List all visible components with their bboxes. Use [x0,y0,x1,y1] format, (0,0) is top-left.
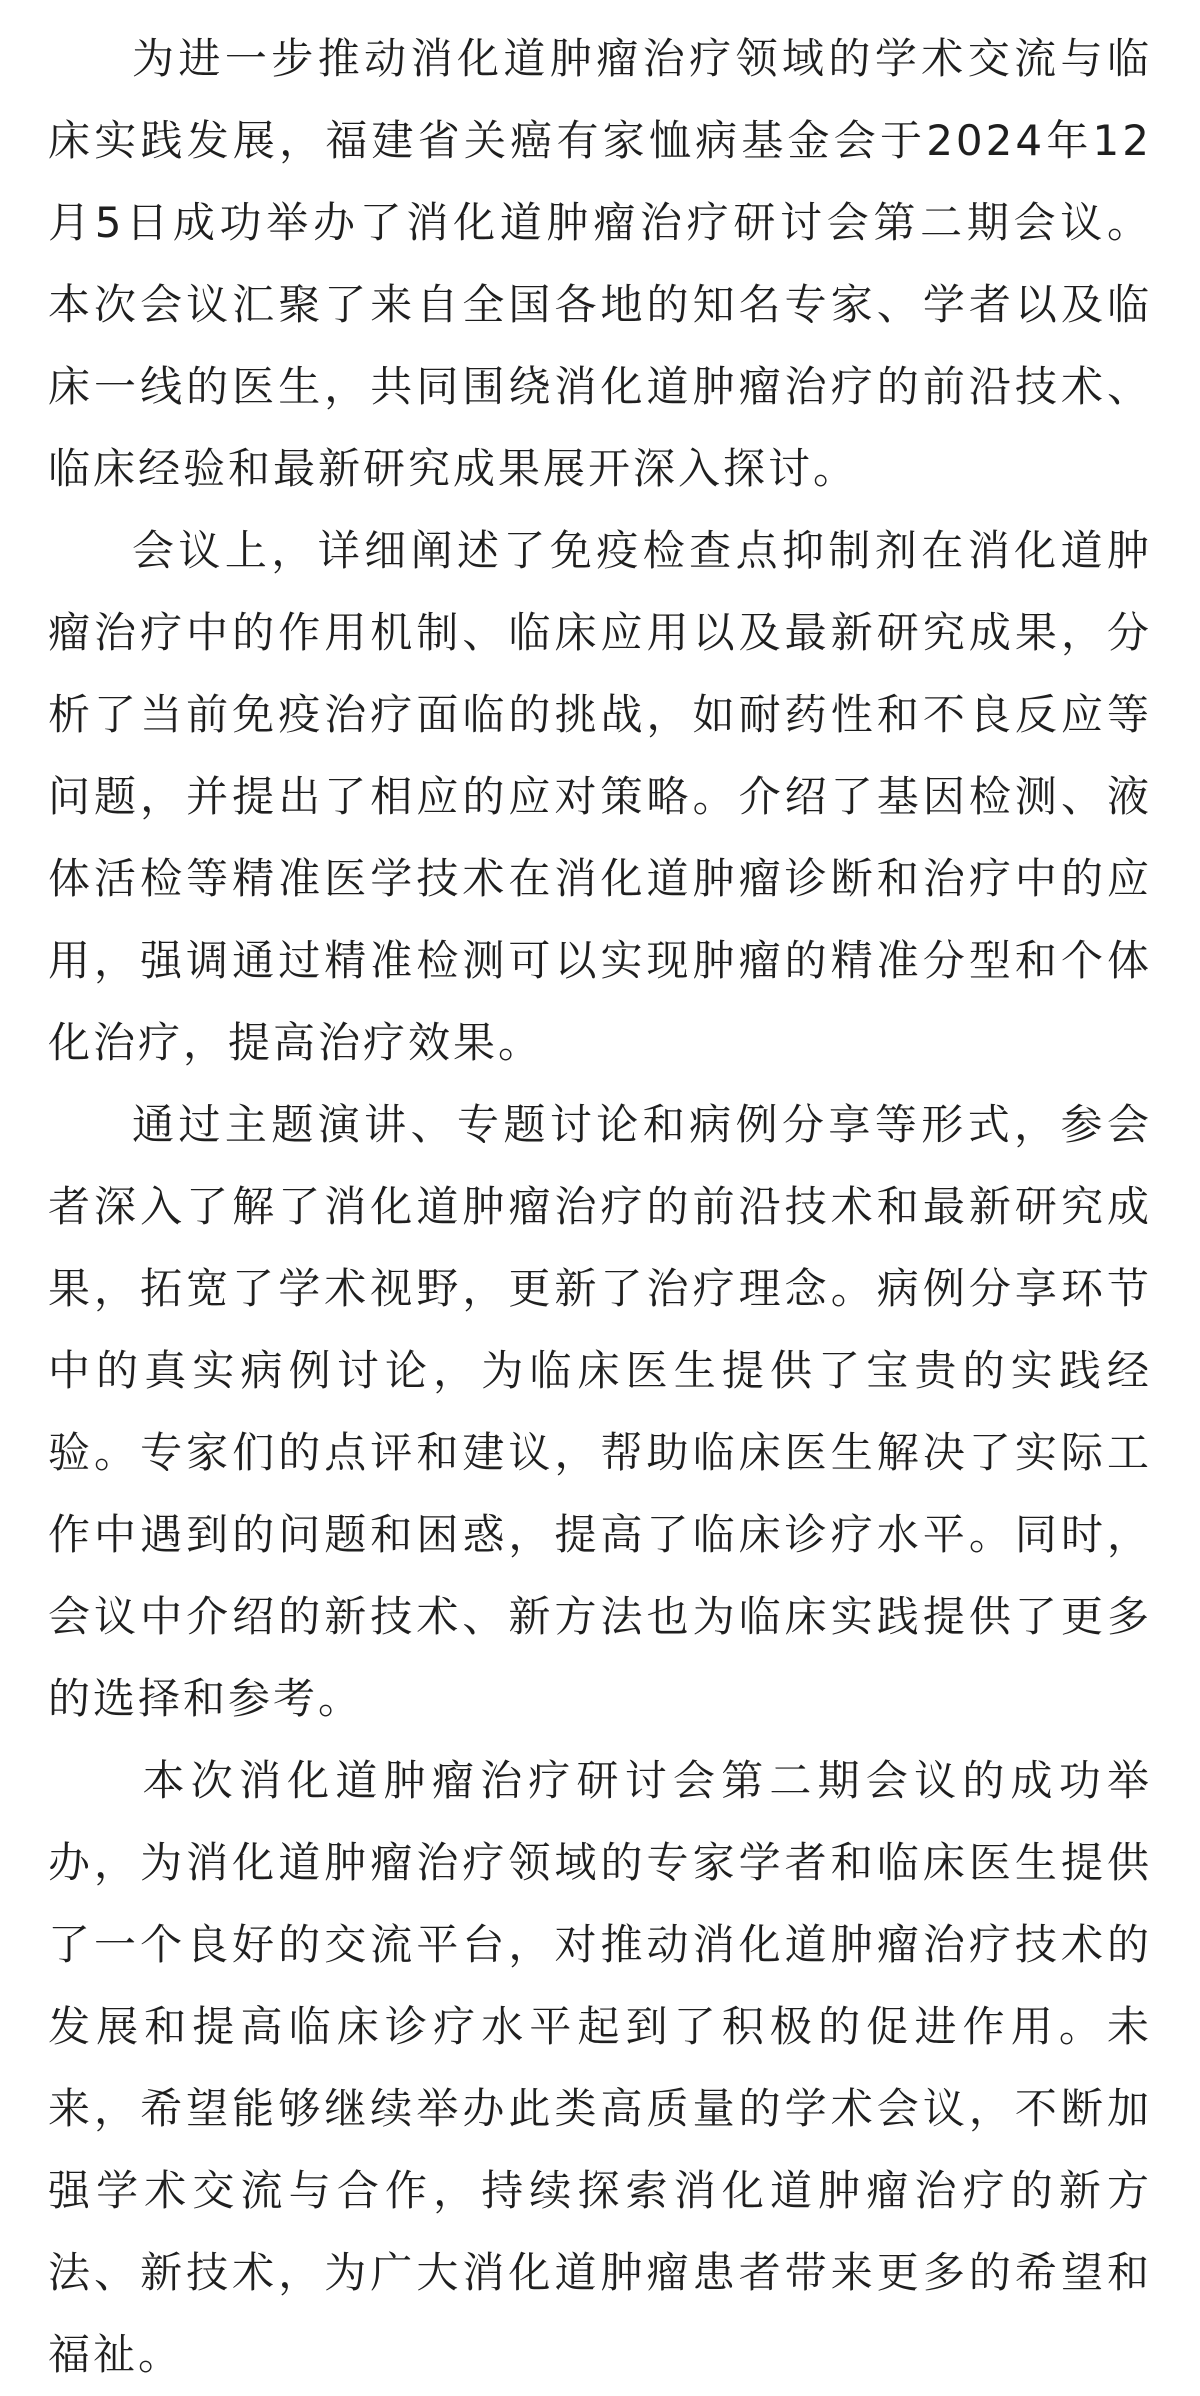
paragraph-immunotherapy: 会议上，详细阐述了免疫检查点抑制剂在消化道肿瘤治疗中的作用机制、临床应用以及最新研究成果，分析了当前免疫治疗面临的挑战，如耐药性和不良反应等问题，并提出了相应的应对策略。介绍了基因检测、液体活检等精准医学技术在消化道肿瘤诊断和治疗中的应用，强调通过精准检测可以实现肿瘤的精准分型和个体化治疗，提高治疗效果。 [48,526,1152,1067]
paragraph-conclusion: 本次消化道肿瘤治疗研讨会第二期会议的成功举办，为消化道肿瘤治疗领域的专家学者和临床医生提供了一个良好的交流平台，对推动消化道肿瘤治疗技术的发展和提高临床诊疗水平起到了积极的促进作用。未来，希望能够继续举办此类高质量的学术会议，不断加强学术交流与合作，持续探索消化道肿瘤治疗的新方法、新技术，为广大消化道肿瘤患者带来更多的希望和福祉。 [48,1756,1152,2379]
paragraph-format: 通过主题演讲、专题讨论和病例分享等形式，参会者深入了解了消化道肿瘤治疗的前沿技术和最新研究成果，拓宽了学术视野，更新了治疗理念。病例分享环节中的真实病例讨论，为临床医生提供了宝贵的实践经验。专家们的点评和建议，帮助临床医生解决了实际工作中遇到的问题和困惑，提高了临床诊疗水平。同时，会议中介绍的新技术、新方法也为临床实践提供了更多的选择和参考。 [48,1100,1152,1723]
paragraph-intro: 为进一步推动消化道肿瘤治疗领域的学术交流与临床实践发展，福建省关癌有家恤病基金会于2024年12月5日成功举办了消化道肿瘤治疗研讨会第二期会议。本次会议汇聚了来自全国各地的知名专家、学者以及临床一线的医生，共同围绕消化道肿瘤治疗的前沿技术、临床经验和最新研究成果展开深入探讨。 [48,34,1152,493]
